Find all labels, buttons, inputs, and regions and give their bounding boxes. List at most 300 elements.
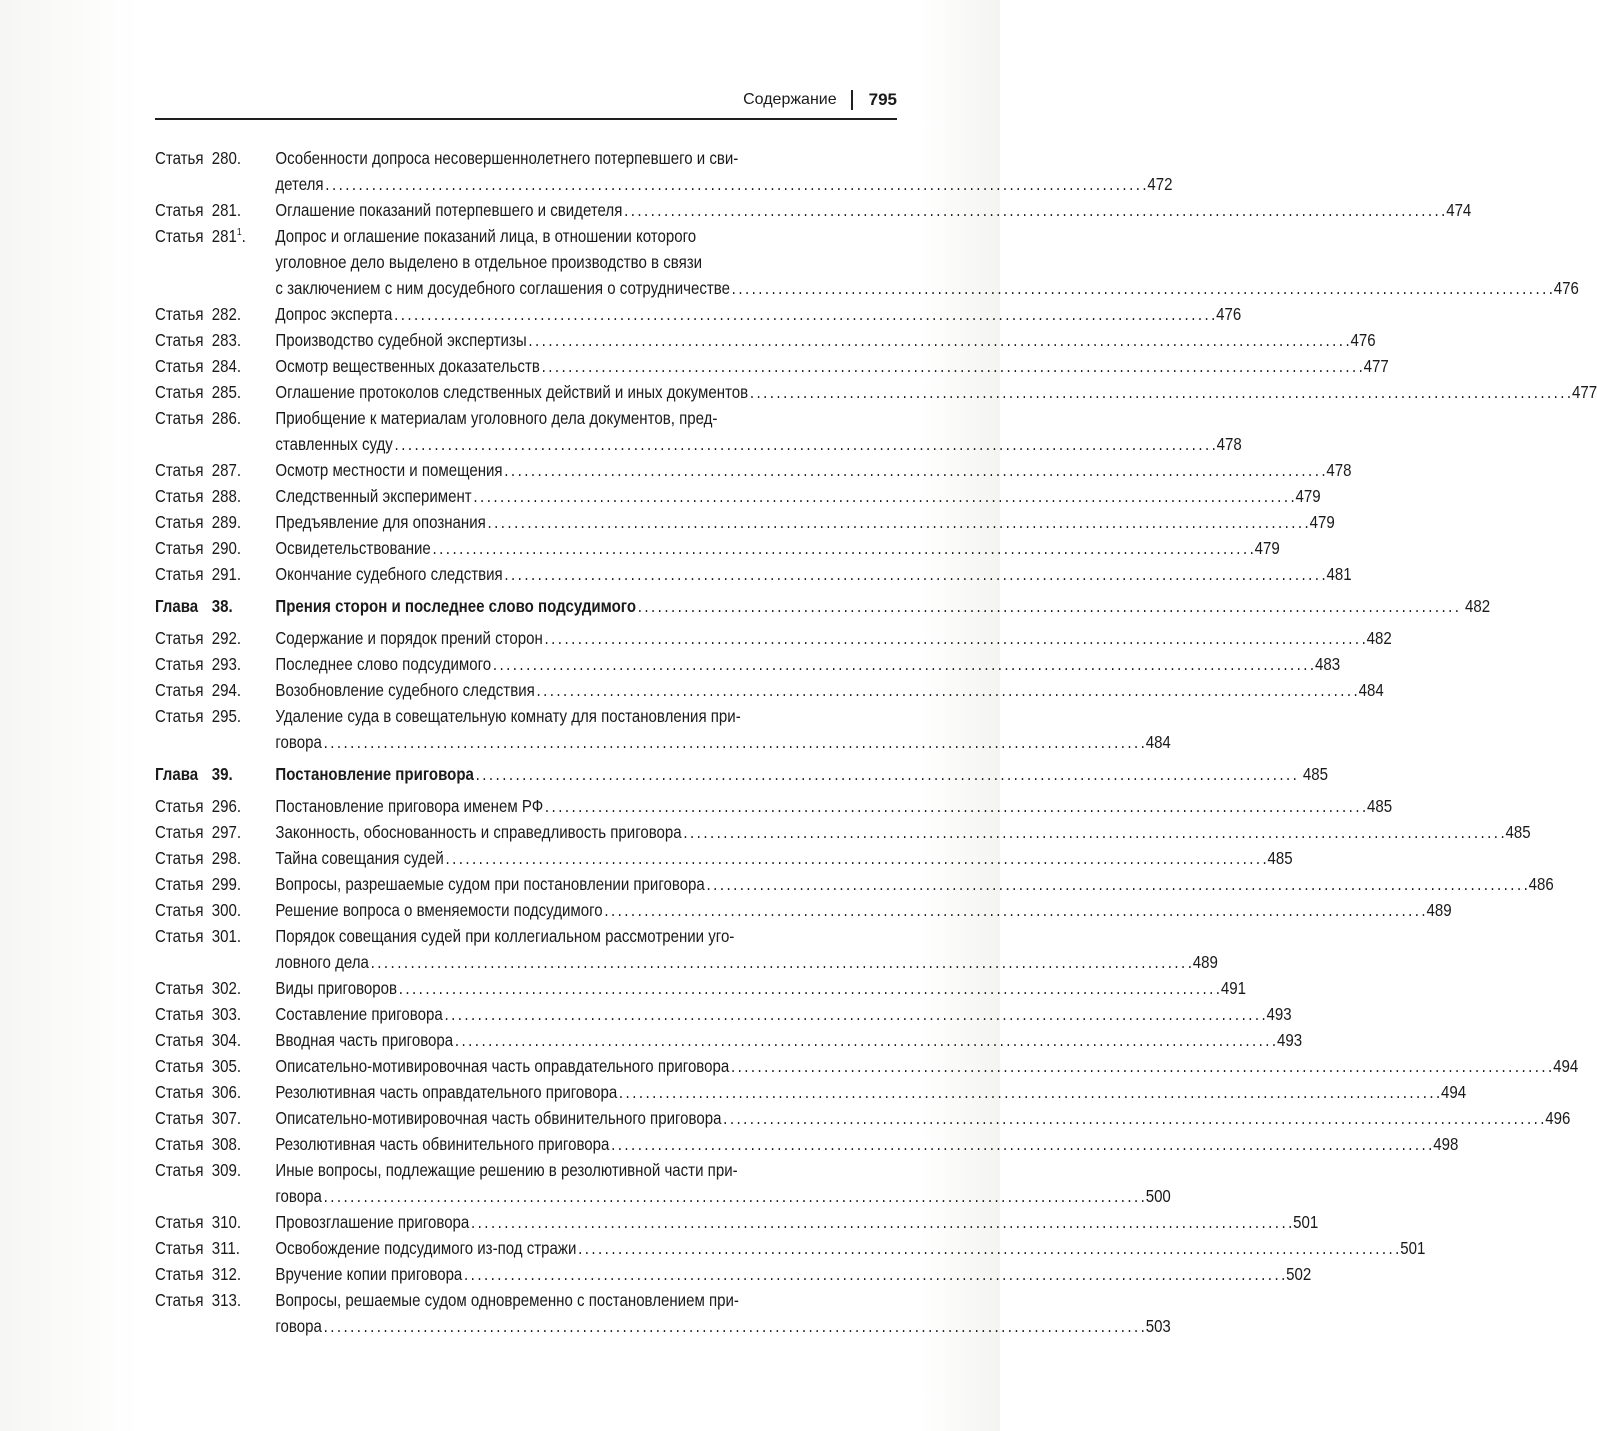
entry-title bbox=[275, 819, 1530, 845]
entry-title-line bbox=[275, 1157, 1170, 1183]
entry-title-line bbox=[275, 1183, 1170, 1209]
entry-page-number: 482 bbox=[1366, 628, 1392, 648]
entry-kind: Статья bbox=[155, 330, 204, 350]
entry-number bbox=[212, 677, 241, 703]
toc-article-entry bbox=[155, 651, 1341, 677]
entry-number bbox=[212, 975, 241, 1001]
entry-label bbox=[155, 561, 275, 587]
entry-title-text: Решение вопроса о вменяемости подсудимого bbox=[275, 900, 603, 920]
entry-kind: Статья bbox=[155, 1134, 204, 1154]
entry-title-text: Освидетельствование bbox=[275, 538, 431, 558]
entry-number bbox=[212, 1261, 241, 1287]
entry-title bbox=[275, 1131, 1458, 1157]
toc-article-entry bbox=[155, 1261, 1312, 1287]
entry-title bbox=[275, 871, 1553, 897]
entry-number bbox=[212, 197, 241, 223]
entry-label bbox=[155, 535, 275, 561]
entry-kind: Статья bbox=[155, 848, 204, 868]
toc-article-entry bbox=[155, 535, 1280, 561]
entry-title bbox=[275, 897, 1451, 923]
toc-article-entry bbox=[155, 145, 1173, 197]
entry-title-line bbox=[275, 761, 1328, 787]
entry-number bbox=[212, 301, 241, 327]
entry-number-text: 281 bbox=[211, 226, 237, 246]
entry-title bbox=[275, 301, 1241, 327]
entry-title-line bbox=[275, 923, 1217, 949]
entry-title bbox=[275, 1235, 1425, 1261]
entry-kind: Статья bbox=[155, 1212, 204, 1232]
entry-title bbox=[275, 353, 1388, 379]
entry-label bbox=[155, 625, 275, 651]
entry-kind: Глава bbox=[155, 764, 199, 784]
entry-label bbox=[155, 923, 275, 949]
entry-number bbox=[212, 483, 241, 509]
toc-article-entry bbox=[155, 1235, 1426, 1261]
entry-label bbox=[155, 819, 275, 845]
entry-kind: Статья bbox=[155, 628, 204, 648]
entry-kind: Статья bbox=[155, 148, 204, 168]
entry-number-text: 305. bbox=[211, 1056, 242, 1076]
entry-number-superscript: 1 bbox=[236, 227, 242, 239]
entry-number bbox=[212, 457, 241, 483]
entry-title-line bbox=[275, 145, 1172, 171]
entry-number bbox=[212, 1157, 241, 1183]
entry-title bbox=[275, 1209, 1318, 1235]
entry-number bbox=[212, 535, 241, 561]
entry-title-text: ставленных суду bbox=[275, 434, 393, 454]
entry-label bbox=[155, 197, 275, 223]
entry-number-text: 296. bbox=[211, 796, 242, 816]
entry-page-number: 498 bbox=[1433, 1134, 1459, 1154]
entry-number bbox=[212, 625, 241, 651]
entry-number bbox=[212, 819, 241, 845]
entry-page-number: 481 bbox=[1326, 564, 1352, 584]
entry-number-text: 302. bbox=[211, 978, 242, 998]
entry-label bbox=[155, 301, 275, 327]
entry-kind: Статья bbox=[155, 356, 204, 376]
entry-title-line bbox=[275, 353, 1388, 379]
entry-label bbox=[155, 593, 275, 619]
dot-leader bbox=[471, 1209, 1291, 1235]
entry-title-line bbox=[275, 703, 1170, 729]
dot-leader bbox=[433, 535, 1253, 561]
entry-number-text: 288. bbox=[211, 486, 242, 506]
dot-leader bbox=[683, 819, 1503, 845]
entry-kind: Статья bbox=[155, 1160, 204, 1180]
entry-title-text: Последнее слово подсудимого bbox=[275, 654, 492, 674]
entry-number bbox=[212, 1235, 240, 1261]
entry-kind: Статья bbox=[155, 680, 204, 700]
entry-number-text: 284. bbox=[211, 356, 242, 376]
entry-kind: Статья bbox=[155, 978, 204, 998]
dot-leader bbox=[624, 197, 1444, 223]
entry-page-number: 485 bbox=[1505, 822, 1531, 842]
dot-leader bbox=[611, 1131, 1431, 1157]
header-section-title: Содержание bbox=[743, 91, 837, 108]
entry-number-text: 303. bbox=[211, 1004, 242, 1024]
entry-label bbox=[155, 1209, 275, 1235]
dot-leader bbox=[542, 353, 1362, 379]
entry-title-text: детеля bbox=[275, 174, 324, 194]
entry-label bbox=[155, 1079, 275, 1105]
entry-title bbox=[275, 483, 1320, 509]
entry-title-text: уголовное дело выделено в отдельное производство в связи bbox=[275, 252, 703, 272]
entry-page-number: 486 bbox=[1528, 874, 1554, 894]
entry-title bbox=[275, 761, 1328, 787]
entry-title-text: Удаление суда в совещательную комнату для постановления при- bbox=[275, 706, 741, 726]
entry-label bbox=[155, 677, 275, 703]
entry-title-line bbox=[275, 223, 1578, 249]
entry-title-line bbox=[275, 845, 1292, 871]
entry-title-line bbox=[275, 1027, 1302, 1053]
entry-page-number: 484 bbox=[1358, 680, 1384, 700]
entry-number bbox=[212, 923, 241, 949]
header-page-number: 795 bbox=[868, 90, 897, 109]
entry-title-line bbox=[275, 1053, 1578, 1079]
entry-page-number: 493 bbox=[1276, 1030, 1303, 1050]
entry-title bbox=[275, 327, 1375, 353]
entry-title-line bbox=[275, 793, 1392, 819]
entry-title bbox=[275, 1261, 1311, 1287]
entry-title-text: Особенности допроса несовершеннолетнего потерпевшего и сви- bbox=[275, 148, 739, 168]
dot-leader bbox=[444, 1001, 1264, 1027]
entry-title-text: Приобщение к материалам уголовного дела документов, пред- bbox=[275, 408, 718, 428]
entry-label bbox=[155, 1053, 275, 1079]
entry-kind: Статья bbox=[155, 408, 204, 428]
entry-title-text: Окончание судебного следствия bbox=[275, 564, 503, 584]
entry-label bbox=[155, 223, 275, 249]
entry-title bbox=[275, 197, 1471, 223]
entry-number-text: 310. bbox=[211, 1212, 242, 1232]
entry-page-number: 482 bbox=[1465, 596, 1491, 616]
entry-title-line bbox=[275, 249, 1578, 275]
entry-kind: Глава bbox=[155, 596, 199, 616]
entry-title-line bbox=[275, 625, 1391, 651]
entry-number bbox=[212, 703, 241, 729]
entry-label bbox=[155, 1157, 275, 1183]
entry-number-text: 286. bbox=[211, 408, 242, 428]
entry-number bbox=[212, 845, 241, 871]
dot-leader bbox=[707, 871, 1527, 897]
entry-title bbox=[275, 625, 1391, 651]
toc-article-entry bbox=[155, 1079, 1467, 1105]
entry-number-text: 39. bbox=[211, 764, 233, 784]
entry-label bbox=[155, 483, 275, 509]
dot-leader bbox=[325, 171, 1145, 197]
entry-title bbox=[275, 593, 1490, 619]
toc-article-entry bbox=[155, 353, 1389, 379]
entry-title-line bbox=[275, 301, 1241, 327]
entry-number bbox=[212, 509, 241, 535]
entry-title-line bbox=[275, 275, 1578, 301]
dot-leader bbox=[399, 975, 1219, 1001]
entry-title-line bbox=[275, 677, 1383, 703]
entry-page-number: 503 bbox=[1145, 1316, 1171, 1336]
entry-title-text: Описательно-мотивировочная часть обвинительного приговора bbox=[275, 1108, 722, 1128]
entry-title-line bbox=[275, 1235, 1425, 1261]
entry-title-text: с заключением с ним досудебного соглашения о сотрудничестве bbox=[275, 278, 730, 298]
entry-number-text: 309. bbox=[211, 1160, 242, 1180]
entry-label bbox=[155, 1027, 275, 1053]
dot-leader bbox=[476, 761, 1296, 787]
entry-number bbox=[212, 651, 241, 677]
toc-article-entry bbox=[155, 819, 1531, 845]
entry-title-text: говора bbox=[275, 732, 322, 752]
entry-page-number: 491 bbox=[1220, 978, 1246, 998]
entry-title-line bbox=[275, 197, 1471, 223]
dot-leader bbox=[504, 561, 1324, 587]
entry-number-text: 281. bbox=[211, 200, 242, 220]
entry-label bbox=[155, 353, 275, 379]
entry-label bbox=[155, 509, 275, 535]
entry-kind: Статья bbox=[155, 304, 204, 324]
entry-title-line bbox=[275, 651, 1340, 677]
entry-page-number: 476 bbox=[1553, 278, 1579, 298]
dot-leader bbox=[536, 677, 1356, 703]
entry-title-text: говора bbox=[275, 1186, 322, 1206]
entry-title-text: Предъявление для опознания bbox=[275, 512, 486, 532]
entry-title-line bbox=[275, 379, 1597, 405]
entry-number-text: 307. bbox=[211, 1108, 242, 1128]
entry-page-number: 472 bbox=[1147, 174, 1173, 194]
entry-page-number: 489 bbox=[1426, 900, 1452, 920]
dot-leader bbox=[324, 1313, 1144, 1339]
entry-number bbox=[212, 1079, 241, 1105]
entry-title-text: Осмотр местности и помещения bbox=[275, 460, 503, 480]
entry-label bbox=[155, 1131, 275, 1157]
entry-title-text: Резолютивная часть обвинительного приговора bbox=[275, 1134, 610, 1154]
entry-number bbox=[212, 1131, 241, 1157]
entry-title-line bbox=[275, 561, 1351, 587]
entry-page-number: 478 bbox=[1216, 434, 1242, 454]
dot-leader bbox=[394, 301, 1214, 327]
entry-kind: Статья bbox=[155, 1264, 204, 1284]
dot-leader bbox=[487, 509, 1307, 535]
toc-article-entry bbox=[155, 897, 1452, 923]
entry-title bbox=[275, 561, 1351, 587]
entry-title-line bbox=[275, 897, 1451, 923]
entry-number bbox=[212, 1027, 241, 1053]
entry-label bbox=[155, 1261, 275, 1287]
entry-number-text: 289. bbox=[211, 512, 242, 532]
entry-title-line bbox=[275, 819, 1530, 845]
entry-kind: Статья bbox=[155, 900, 204, 920]
entry-title-line bbox=[275, 975, 1246, 1001]
entry-title-text: Осмотр вещественных доказательств bbox=[275, 356, 540, 376]
entry-title-line bbox=[275, 509, 1334, 535]
entry-title-text: Виды приговоров bbox=[275, 978, 398, 998]
entry-title-text: Вопросы, разрешаемые судом при постановлении приговора bbox=[275, 874, 705, 894]
entry-page-number: 479 bbox=[1309, 512, 1335, 532]
entry-title-text: Оглашение протоколов следственных действий и иных документов bbox=[275, 382, 749, 402]
dot-leader bbox=[371, 949, 1191, 975]
toc-article-entry bbox=[155, 483, 1321, 509]
toc-article-entry bbox=[155, 845, 1293, 871]
dot-leader bbox=[473, 483, 1293, 509]
toc-article-entry bbox=[155, 1105, 1571, 1131]
entry-label bbox=[155, 975, 275, 1001]
entry-number-text: 308. bbox=[211, 1134, 242, 1154]
entry-title-line bbox=[275, 729, 1170, 755]
entry-title bbox=[275, 379, 1597, 405]
entry-title-text: Прения сторон и последнее слово подсудимого bbox=[275, 596, 637, 616]
entry-title-text: Вводная часть приговора bbox=[275, 1030, 454, 1050]
running-header bbox=[155, 88, 897, 120]
entry-label bbox=[155, 1105, 275, 1131]
dot-leader bbox=[324, 1183, 1144, 1209]
toc-article-entry bbox=[155, 625, 1392, 651]
entry-number-text: 285. bbox=[211, 382, 242, 402]
entry-number-text: 291. bbox=[211, 564, 242, 584]
dot-leader bbox=[578, 1235, 1398, 1261]
toc-article-entry bbox=[155, 793, 1393, 819]
entry-page-number: 477 bbox=[1571, 382, 1597, 402]
entry-title bbox=[275, 923, 1217, 975]
entry-number-text: 304. bbox=[211, 1030, 242, 1050]
entry-page-number: 494 bbox=[1441, 1082, 1467, 1102]
entry-kind: Статья bbox=[155, 1004, 204, 1024]
entry-page-number: 489 bbox=[1192, 952, 1218, 972]
entry-title-text: ловного дела bbox=[275, 952, 369, 972]
entry-number-text: 312. bbox=[211, 1264, 242, 1284]
toc-article-entry bbox=[155, 509, 1335, 535]
entry-title bbox=[275, 703, 1170, 755]
entry-label bbox=[155, 379, 275, 405]
entry-number-text: 300. bbox=[211, 900, 242, 920]
entry-title bbox=[275, 405, 1241, 457]
entry-label bbox=[155, 703, 275, 729]
entry-number bbox=[212, 793, 241, 819]
entry-number-text: 290. bbox=[211, 538, 242, 558]
dot-leader bbox=[493, 651, 1313, 677]
entry-title-line bbox=[275, 535, 1279, 561]
dot-leader bbox=[324, 729, 1144, 755]
entry-number-text: 293. bbox=[211, 654, 242, 674]
entry-kind: Статья bbox=[155, 1108, 204, 1128]
toc-article-entry bbox=[155, 677, 1384, 703]
toc-article-entry bbox=[155, 1053, 1579, 1079]
toc-article-entry bbox=[155, 703, 1171, 755]
entry-kind: Статья bbox=[155, 654, 204, 674]
entry-title-line bbox=[275, 1313, 1170, 1339]
entry-title bbox=[275, 535, 1279, 561]
entry-title bbox=[275, 975, 1246, 1001]
entry-title-line bbox=[275, 593, 1490, 619]
entry-label bbox=[155, 1001, 275, 1027]
entry-page-number: 485 bbox=[1267, 848, 1293, 868]
entry-label bbox=[155, 845, 275, 871]
entry-title-text: Возобновление судебного следствия bbox=[275, 680, 535, 700]
dot-leader bbox=[545, 625, 1365, 651]
entry-title-text: Освобождение подсудимого из-под стражи bbox=[275, 1238, 577, 1258]
entry-number-text: 297. bbox=[211, 822, 242, 842]
entry-number bbox=[212, 223, 246, 249]
entry-title bbox=[275, 223, 1578, 301]
entry-kind: Статья bbox=[155, 564, 204, 584]
entry-page-number: 484 bbox=[1145, 732, 1171, 752]
entry-title bbox=[275, 1157, 1170, 1209]
entry-kind: Статья bbox=[155, 226, 204, 246]
dot-leader bbox=[638, 593, 1458, 619]
toc-article-entry bbox=[155, 561, 1352, 587]
dot-leader bbox=[545, 793, 1365, 819]
entry-label bbox=[155, 1287, 275, 1313]
entry-kind: Статья bbox=[155, 796, 204, 816]
entry-page-number: 485 bbox=[1367, 796, 1393, 816]
entry-title-text: Постановление приговора именем РФ bbox=[275, 796, 544, 816]
entry-title-line bbox=[275, 1001, 1291, 1027]
entry-title-line bbox=[275, 871, 1553, 897]
entry-kind: Статья bbox=[155, 706, 204, 726]
toc-article-entry bbox=[155, 1157, 1171, 1209]
entry-title bbox=[275, 1079, 1466, 1105]
entry-label bbox=[155, 405, 275, 431]
entry-number bbox=[212, 1209, 241, 1235]
entry-number bbox=[212, 353, 241, 379]
entry-title-line bbox=[275, 1287, 1170, 1313]
toc-chapter-entry bbox=[155, 761, 1328, 787]
entry-title-line bbox=[275, 327, 1375, 353]
entry-number-text: 38. bbox=[211, 596, 233, 616]
entry-page-number: 494 bbox=[1553, 1056, 1579, 1076]
entry-number-text: 283. bbox=[211, 330, 242, 350]
entry-kind: Статья bbox=[155, 822, 204, 842]
table-of-contents bbox=[155, 145, 1597, 1339]
entry-label bbox=[155, 871, 275, 897]
entry-title bbox=[275, 457, 1351, 483]
entry-title-text: Тайна совещания судей bbox=[275, 848, 444, 868]
entry-title-text: Вручение копии приговора bbox=[275, 1264, 463, 1284]
entry-number-text: 287. bbox=[211, 460, 242, 480]
entry-number-text: 295. bbox=[211, 706, 242, 726]
entry-number bbox=[212, 1287, 241, 1313]
entry-kind: Статья bbox=[155, 1238, 204, 1258]
entry-title-text: Допрос эксперта bbox=[275, 304, 393, 324]
entry-page-number: 501 bbox=[1400, 1238, 1426, 1258]
entry-kind: Статья bbox=[155, 874, 204, 894]
toc-article-entry bbox=[155, 1209, 1319, 1235]
entry-title-line bbox=[275, 457, 1351, 483]
entry-title-text: Постановление приговора bbox=[275, 764, 474, 784]
entry-title-text: Следственный эксперимент bbox=[275, 486, 472, 506]
entry-label bbox=[155, 457, 275, 483]
entry-page-number: 477 bbox=[1363, 356, 1389, 376]
entry-title bbox=[275, 1001, 1291, 1027]
entry-page-number: 485 bbox=[1302, 764, 1328, 784]
dot-leader bbox=[504, 457, 1324, 483]
entry-title bbox=[275, 845, 1292, 871]
dot-leader bbox=[731, 1053, 1551, 1079]
dot-leader bbox=[604, 897, 1424, 923]
toc-article-entry bbox=[155, 301, 1242, 327]
toc-article-entry bbox=[155, 1287, 1171, 1339]
entry-title-line bbox=[275, 1105, 1570, 1131]
toc-article-entry bbox=[155, 871, 1554, 897]
toc-chapter-entry bbox=[155, 593, 1491, 619]
entry-number bbox=[212, 145, 241, 171]
dot-leader bbox=[750, 379, 1570, 405]
entry-page-number: 502 bbox=[1286, 1264, 1312, 1284]
entry-title-line bbox=[275, 1079, 1466, 1105]
entry-title bbox=[275, 145, 1172, 197]
entry-number bbox=[212, 897, 241, 923]
entry-page-number: 479 bbox=[1254, 538, 1280, 558]
toc-article-entry bbox=[155, 327, 1376, 353]
toc-article-entry bbox=[155, 975, 1246, 1001]
entry-title-line bbox=[275, 1209, 1318, 1235]
entry-number bbox=[212, 871, 241, 897]
entry-number-text: 298. bbox=[211, 848, 242, 868]
